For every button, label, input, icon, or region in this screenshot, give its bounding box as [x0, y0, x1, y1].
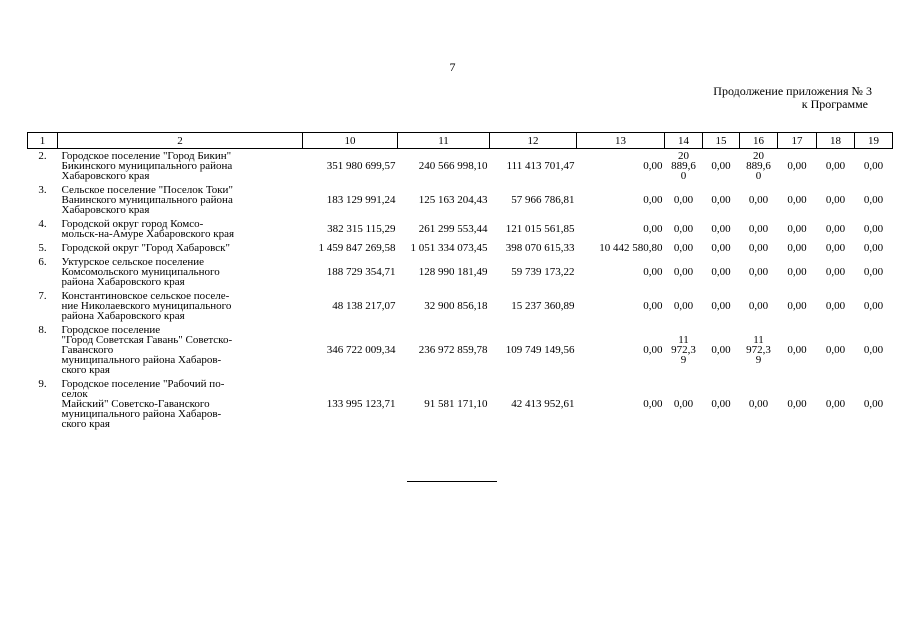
- col-18-value: 0,00: [825, 160, 846, 172]
- col-16-value-line: 20: [753, 150, 764, 162]
- col-14-value-line: 0: [680, 170, 687, 182]
- col-12-value: 111 413 701,47: [506, 160, 575, 172]
- col-14-value-line: 0,00: [673, 194, 694, 206]
- municipality-name-line: Хабаровского края: [61, 170, 150, 182]
- col-14-value: [665, 323, 703, 377]
- row-number: 9.: [38, 378, 47, 390]
- col-15-value: 0,00: [711, 300, 731, 312]
- row-number: 8.: [38, 324, 47, 336]
- row-number: 6.: [38, 256, 47, 268]
- header-cell: 15: [703, 133, 740, 149]
- header-cell: 18: [817, 133, 855, 149]
- col-14-value: [665, 255, 703, 289]
- col-10-value: 1 459 847 269,58: [318, 242, 396, 254]
- municipality-name-line: Гаванского: [61, 344, 114, 356]
- row-number: 7.: [38, 290, 47, 302]
- col-10-value: 133 995 123,71: [326, 398, 396, 410]
- header-cell: 10: [303, 133, 398, 149]
- col-16-value: [740, 377, 778, 431]
- row-number: 2.: [38, 150, 47, 162]
- col-10-value: 48 138 217,07: [332, 300, 396, 312]
- col-14-value-line: 0,00: [673, 300, 694, 312]
- col-14-value-line: 9: [680, 354, 687, 366]
- col-11-value: 91 581 171,10: [424, 398, 488, 410]
- col-15-value: 0,00: [711, 266, 731, 278]
- header-cell: 14: [665, 133, 703, 149]
- municipality-name: [58, 217, 303, 241]
- col-19-value: 0,00: [863, 266, 884, 278]
- col-16-value-line: 9: [755, 354, 762, 366]
- municipality-name-line: Городское поселение "Рабочий по-: [61, 378, 225, 390]
- municipality-name-line: Майский" Советско-Гаванского: [61, 398, 210, 410]
- row-number: 5.: [38, 242, 47, 254]
- end-divider: [407, 481, 497, 482]
- header-cell: 13: [577, 133, 665, 149]
- municipality-name: [58, 289, 303, 323]
- col-10-value: 351 980 699,57: [326, 160, 396, 172]
- col-16-value-line: 0,00: [748, 300, 769, 312]
- municipality-name-line: ского края: [61, 418, 110, 430]
- col-16-value-line: 0,00: [748, 194, 769, 206]
- col-13-value: 0,00: [643, 344, 663, 356]
- table-row: [28, 289, 893, 323]
- col-12-value: 109 749 149,56: [505, 344, 575, 356]
- col-14-value-line: 0,00: [673, 223, 694, 235]
- col-10-value: 183 129 991,24: [326, 194, 396, 206]
- col-16-value-line: 0,00: [748, 266, 769, 278]
- col-11-value: 1 051 334 073,45: [410, 242, 488, 254]
- col-17-value: 0,00: [787, 266, 807, 278]
- header-cell: 16: [740, 133, 778, 149]
- municipality-name-line: района Хабаровского края: [61, 276, 185, 288]
- col-11-value: 236 972 859,78: [418, 344, 488, 356]
- municipality-name: [58, 323, 303, 377]
- municipality-name-line: мольск-на-Амуре Хабаровского края: [61, 228, 235, 240]
- col-17-value: 0,00: [787, 160, 807, 172]
- col-19-value: 0,00: [863, 242, 884, 254]
- municipality-name: [58, 377, 303, 431]
- municipality-name-line: Комсомольского муниципального: [61, 266, 220, 278]
- table-row: [28, 241, 893, 255]
- table-row: [28, 183, 893, 217]
- municipality-name-line: района Хабаровского края: [61, 310, 185, 322]
- col-10-value: 188 729 354,71: [326, 266, 396, 278]
- col-14-value: [665, 149, 703, 184]
- col-18-value: 0,00: [825, 266, 846, 278]
- col-13-value: 0,00: [643, 398, 663, 410]
- col-16-value: [740, 241, 778, 255]
- header-cell: 2: [58, 133, 303, 149]
- budget-table: [27, 132, 893, 431]
- col-15-value: 0,00: [711, 160, 731, 172]
- municipality-name-line: Уктурское сельское поселение: [61, 256, 205, 268]
- municipality-name-line: ского края: [61, 364, 110, 376]
- col-18-value: 0,00: [825, 242, 846, 254]
- col-14-value: [665, 289, 703, 323]
- col-14-value-line: 11: [678, 334, 689, 346]
- table-row: [28, 377, 893, 431]
- municipality-name-line: Бикинского муниципального района: [61, 160, 233, 172]
- col-16-value: [740, 289, 778, 323]
- table-row: [28, 255, 893, 289]
- col-13-value: 10 442 580,80: [599, 242, 663, 254]
- col-12-value: 42 413 952,61: [511, 398, 575, 410]
- header-cell: 1: [28, 133, 58, 149]
- col-18-value: 0,00: [825, 194, 846, 206]
- col-18-value: 0,00: [825, 398, 846, 410]
- page-number: 7: [449, 60, 456, 74]
- col-18-value: 0,00: [825, 344, 846, 356]
- col-14-value-line: 0,00: [673, 242, 694, 254]
- col-16-value-line: 0,00: [748, 242, 769, 254]
- municipality-name: [58, 255, 303, 289]
- row-number: 4.: [38, 218, 47, 230]
- col-15-value: 0,00: [711, 344, 731, 356]
- municipality-name-line: муниципального района Хабаров-: [61, 408, 222, 420]
- col-16-value: [740, 183, 778, 217]
- col-17-value: 0,00: [787, 398, 807, 410]
- col-19-value: 0,00: [863, 223, 884, 235]
- col-17-value: 0,00: [787, 223, 807, 235]
- col-11-value: 261 299 553,44: [418, 223, 488, 235]
- appendix-reference: [713, 85, 872, 111]
- col-14-value-line: 889,6: [671, 160, 696, 172]
- col-16-value-line: 0,00: [748, 223, 769, 235]
- col-19-value: 0,00: [863, 300, 884, 312]
- col-17-value: 0,00: [787, 194, 807, 206]
- row-number: 3.: [38, 184, 47, 196]
- col-14-value: [665, 241, 703, 255]
- col-13-value: 0,00: [643, 223, 663, 235]
- header-cell: 17: [778, 133, 817, 149]
- municipality-name-line: Городской округ "Город Хабаровск": [61, 242, 231, 254]
- appendix-line-2: к Программе: [801, 97, 868, 111]
- municipality-name-line: Городское поселение "Город Бикин": [61, 150, 232, 162]
- table-header-row: [28, 133, 893, 149]
- col-18-value: 0,00: [825, 223, 846, 235]
- col-16-value-line: 889,6: [746, 160, 771, 172]
- col-14-value-line: 20: [678, 150, 689, 162]
- col-12-value: 398 070 615,33: [505, 242, 575, 254]
- municipality-name-line: Сельское поселение "Поселок Токи": [61, 184, 233, 196]
- col-19-value: 0,00: [863, 344, 884, 356]
- col-17-value: 0,00: [787, 300, 807, 312]
- col-19-value: 0,00: [863, 194, 884, 206]
- col-17-value: 0,00: [787, 242, 807, 254]
- col-18-value: 0,00: [825, 300, 846, 312]
- col-14-value-line: 0,00: [673, 266, 694, 278]
- municipality-name-line: Городской округ город Комсо-: [61, 218, 204, 230]
- col-12-value: 59 739 173,22: [511, 266, 575, 278]
- table-row: [28, 323, 893, 377]
- municipality-name: [58, 241, 303, 255]
- col-13-value: 0,00: [643, 194, 663, 206]
- col-16-value-line: 11: [753, 334, 764, 346]
- col-10-value: 382 315 115,29: [327, 223, 396, 235]
- col-15-value: 0,00: [711, 223, 731, 235]
- municipality-name: [58, 183, 303, 217]
- municipality-name-line: селок: [61, 388, 88, 400]
- col-13-value: 0,00: [643, 160, 663, 172]
- header-cell: 19: [855, 133, 893, 149]
- col-15-value: 0,00: [711, 242, 731, 254]
- col-16-value-line: 0,00: [748, 398, 769, 410]
- col-16-value: [740, 149, 778, 184]
- col-19-value: 0,00: [863, 398, 884, 410]
- col-11-value: 128 990 181,49: [418, 266, 488, 278]
- col-14-value: [665, 377, 703, 431]
- table-row: [28, 149, 893, 184]
- col-13-value: 0,00: [643, 266, 663, 278]
- municipality-name-line: "Город Советская Гавань" Советско-: [61, 334, 233, 346]
- col-11-value: 240 566 998,10: [418, 160, 488, 172]
- col-11-value: 125 163 204,43: [418, 194, 488, 206]
- col-19-value: 0,00: [863, 160, 884, 172]
- appendix-line-1: Продолжение приложения № 3: [713, 84, 872, 98]
- col-15-value: 0,00: [711, 398, 731, 410]
- col-15-value: 0,00: [711, 194, 731, 206]
- col-16-value: [740, 323, 778, 377]
- col-16-value: [740, 255, 778, 289]
- col-14-value: [665, 183, 703, 217]
- table-row: [28, 217, 893, 241]
- municipality-name-line: муниципального района Хабаров-: [61, 354, 222, 366]
- header-cell: 11: [398, 133, 490, 149]
- col-12-value: 15 237 360,89: [511, 300, 575, 312]
- col-14-value-line: 0,00: [673, 398, 694, 410]
- header-cell: 12: [490, 133, 577, 149]
- municipality-name: [58, 149, 303, 184]
- col-12-value: 121 015 561,85: [505, 223, 575, 235]
- col-14-value-line: 972,3: [671, 344, 696, 356]
- col-11-value: 32 900 856,18: [424, 300, 488, 312]
- col-10-value: 346 722 009,34: [326, 344, 396, 356]
- col-16-value: [740, 217, 778, 241]
- municipality-name-line: Ванинского муниципального района: [61, 194, 233, 206]
- col-12-value: 57 966 786,81: [511, 194, 575, 206]
- municipality-name-line: Константиновское сельское поселе-: [61, 290, 230, 302]
- col-16-value-line: 0: [755, 170, 762, 182]
- col-16-value-line: 972,3: [746, 344, 771, 356]
- col-17-value: 0,00: [787, 344, 807, 356]
- col-13-value: 0,00: [643, 300, 663, 312]
- municipality-name-line: Городское поселение: [61, 324, 161, 336]
- col-14-value: [665, 217, 703, 241]
- municipality-name-line: ние Николаевского муниципального: [61, 300, 232, 312]
- municipality-name-line: Хабаровского края: [61, 204, 150, 216]
